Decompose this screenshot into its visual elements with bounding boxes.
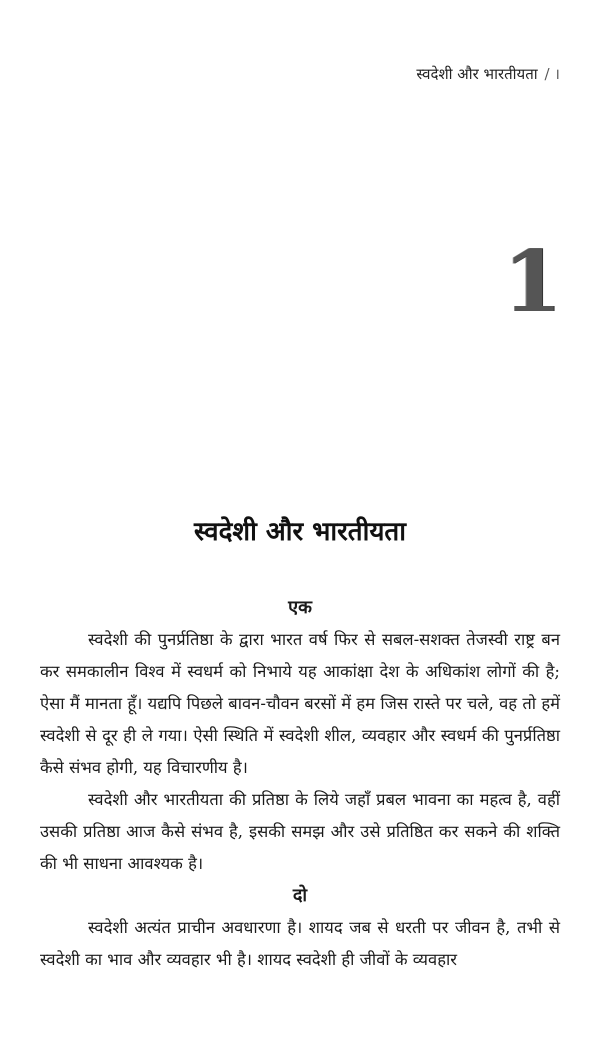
- running-head: [416, 64, 560, 84]
- paragraph: स्वदेशी अत्यंत प्राचीन अवधारणा है। शायद जब से धरती पर जीवन है, तभी से स्वदेशी का भाव और व्यवहार भी है। शायद स्वदेशी ही जीवों के व्यवहार: [40, 918, 560, 969]
- page-marker: / ।: [544, 65, 560, 83]
- paragraph: स्वदेशी की पुनर्प्रतिष्ठा के द्वारा भारत वर्ष फिर से सबल-सशक्त तेजस्वी राष्ट्र बन कर समकालीन विश्व में स्वधर्म को निभाये यह आकांक्षा देश के अधिकांश लोगों की है; ऐसा मैं मानता हूँ। यद्यपि पिछले बावन-चौवन बरसों में हम जिस रास्ते पर चले, वह तो हमें स्वदेशी से दूर ही ले गया। ऐसी स्थिति में स्वदेशी शील, व्यवहार और स्वधर्म की पुनर्प्रतिष्ठा कैसे संभव होगी, यह विचारणीय है।: [40, 630, 560, 777]
- section-one: [40, 592, 560, 880]
- chapter-body: [40, 592, 560, 976]
- section-two: [40, 880, 560, 976]
- chapter-number: 1: [503, 232, 560, 331]
- chapter-title: स्वदेशी और भारतीयता: [194, 517, 406, 547]
- section-heading: दो: [292, 885, 308, 906]
- section-heading: एक: [288, 597, 312, 618]
- paragraph: स्वदेशी और भारतीयता की प्रतिष्ठा के लिये जहाँ प्रबल भावना का महत्व है, वहीं उसकी प्रतिष्ठा आज कैसे संभव है, इसकी समझ और उसे प्रतिष्ठित कर सकने की शक्ति की भी साधना आवश्यक है।: [40, 790, 560, 873]
- running-head-title: स्वदेशी और भारतीयता: [416, 65, 538, 83]
